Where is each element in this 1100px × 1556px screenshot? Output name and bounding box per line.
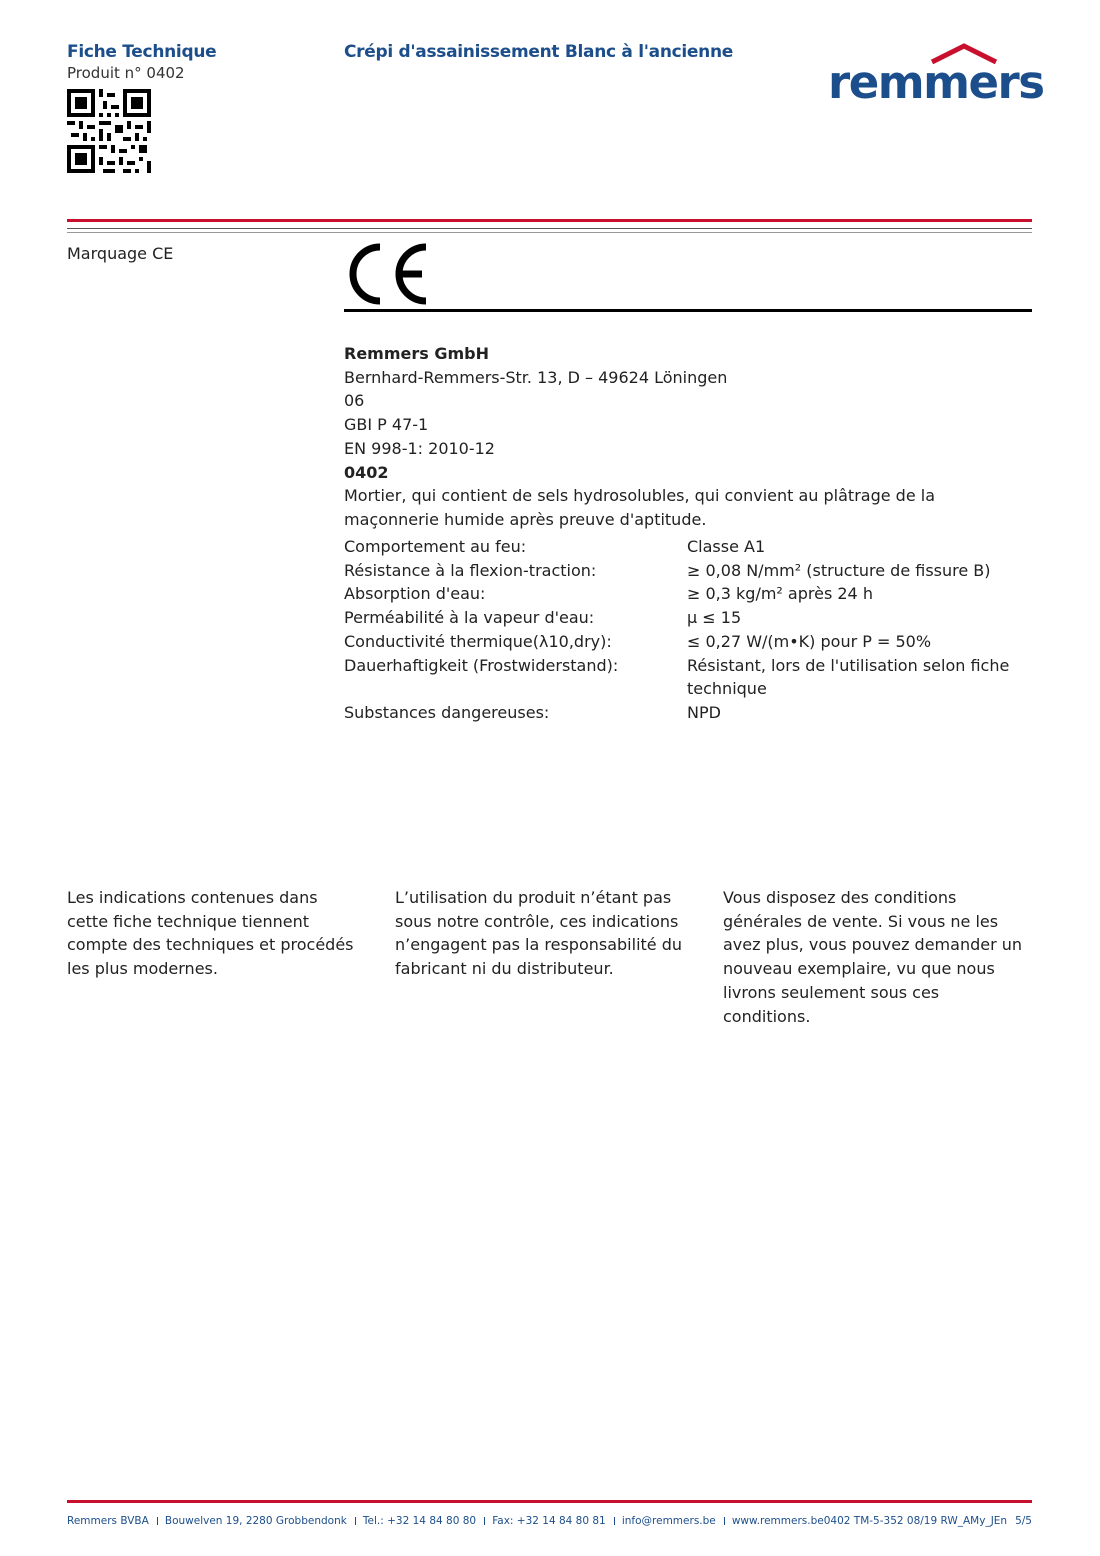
property-row (344, 535, 1032, 559)
product-number: Produit n° 0402 (67, 64, 185, 82)
property-row (344, 701, 1032, 725)
product-code: 0402 (344, 462, 389, 482)
logo-wordmark: remmers (828, 56, 1044, 109)
property-value: NPD (687, 702, 721, 722)
footnote-col-1: Les indications contenues dans cette fiche technique tiennent compte des techniques et procédés les plus modernes. (67, 888, 354, 979)
product-name: Crépi d'assainissement Blanc à l'ancienne (344, 42, 733, 62)
product-description: Mortier, qui contient de sels hydrosolubles, qui convient au plâtrage de la maçonnerie humide après preuve d'aptitude. (344, 486, 936, 529)
property-value: Résistant, lors de l'utilisation selon fiche technique (687, 655, 1010, 699)
page-number: 5/5 (1015, 1515, 1032, 1527)
company-name: Remmers GmbH (344, 344, 489, 363)
header-divider-red (67, 219, 1032, 222)
property-row (344, 559, 1032, 583)
ce-mark-icon (344, 243, 430, 305)
company-address: Bernhard-Remmers-Str. 13, D – 49624 Löningen (344, 367, 728, 387)
footer-address: Bouwelven 19, 2280 Grobbendonk (164, 1515, 347, 1527)
property-label: Conductivité thermique(λ10,dry): (344, 631, 612, 651)
property-label: Résistance à la flexion-traction: (344, 560, 597, 580)
footer-divider-red (67, 1500, 1032, 1503)
qr-code-icon (67, 89, 151, 173)
property-row (344, 582, 1032, 606)
section-label: Marquage CE (67, 244, 174, 263)
property-value: ≥ 0,08 N/mm² (structure de fissure B) (687, 560, 991, 580)
property-row (344, 606, 1032, 630)
property-value: μ ≤ 15 (687, 608, 742, 628)
ce-divider (344, 309, 1032, 312)
property-value: ≥ 0,3 kg/m² après 24 h (687, 584, 873, 604)
footer-fax: Fax: +32 14 84 80 81 (492, 1515, 606, 1527)
property-label: Substances dangereuses: (344, 702, 550, 722)
property-label: Comportement au feu: (344, 537, 527, 556)
footer-tel: Tel.: +32 14 84 80 80 (362, 1515, 477, 1527)
footer-reference: 0402 TM-5-352 08/19 RW_AMy_JEn (823, 1515, 1008, 1527)
standard: EN 998-1: 2010-12 (344, 438, 495, 458)
doc-type-title: Fiche Technique (67, 42, 217, 62)
property-row (344, 654, 1032, 701)
certificate-number: GBI P 47-1 (344, 415, 429, 435)
remmers-logo (826, 42, 1044, 109)
property-value: ≤ 0,27 W/(m•K) pour P = 50% (687, 631, 932, 651)
footnote-col-2: L’utilisation du produit n’étant pas sous notre contrôle, ces indications n’engagent pas la responsabilité du fabricant ni du distributeur. (395, 888, 683, 979)
ce-info-block (344, 342, 1032, 532)
property-value: Classe A1 (687, 537, 766, 556)
property-label: Absorption d'eau: (344, 584, 486, 604)
property-row (344, 630, 1032, 654)
ce-year: 06 (344, 391, 365, 411)
property-label: Perméabilité à la vapeur d'eau: (344, 608, 595, 628)
header-divider-thin (67, 228, 1032, 229)
footer-bar (67, 1515, 1032, 1527)
header-divider-thin (67, 232, 1032, 233)
footer-email[interactable]: info@remmers.be (621, 1515, 716, 1527)
footnote-col-3: Vous disposez des conditions générales de vente. Si vous ne les avez plus, vous pouvez demander un nouveau exemplaire, vu que nous livrons seulement sous ces conditions. (723, 888, 1023, 1026)
footer-website[interactable]: www.remmers.be (731, 1515, 824, 1527)
property-label: Dauerhaftigkeit (Frostwiderstand): (344, 655, 619, 675)
footer-company: Remmers BVBA (67, 1515, 149, 1527)
properties-table (344, 535, 1032, 725)
